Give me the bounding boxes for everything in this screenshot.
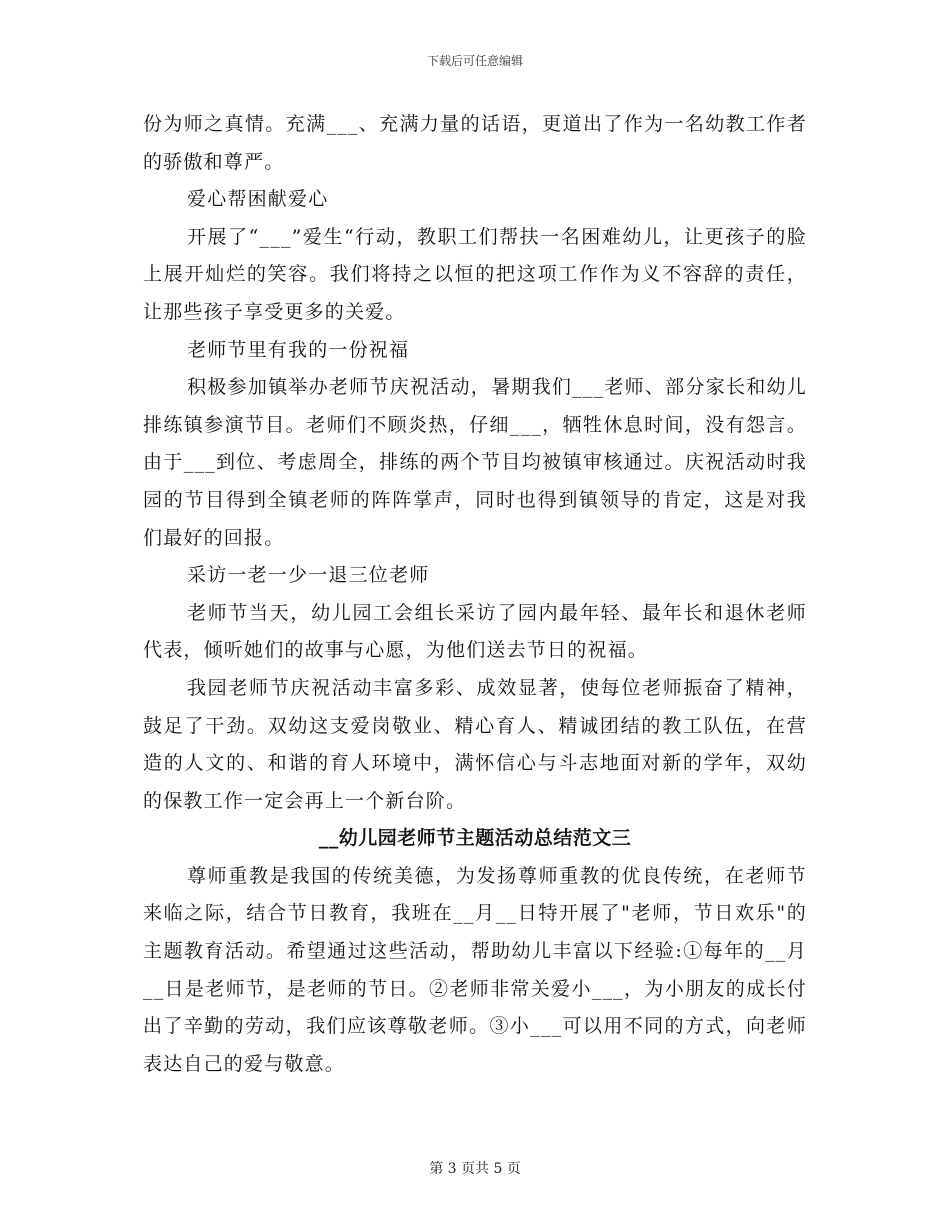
paragraph: 老师节里有我的一份祝福 xyxy=(187,338,410,361)
section-heading: __幼儿园老师节主题活动总结范文三 xyxy=(318,827,632,850)
paragraph: 我园老师节庆祝活动丰富多彩、成效显著，使每位老师振奋了精神，鼓足了干劲。双幼这支爱岗敬业、精心育人、精诚团结的教工队伍，在营造的人文的、和谐的育人环境中，满怀信心与斗志地面对新的学年，双幼的保教工作一定会再上一个新台阶。 xyxy=(143,676,807,812)
paragraph: 采访一老一少一退三位老师 xyxy=(187,564,430,587)
paragraph: 开展了“___”爱生“行动，教职工们帮扶一名困难幼儿，让更孩子的脸上展开灿烂的笑容。我们将持之以恒的把这项工作作为义不容辞的责任，让那些孩子享受更多的关爱。 xyxy=(143,225,807,323)
paragraph: 爱心帮困献爱心 xyxy=(187,188,329,211)
page-header: 下载后可任意编辑 xyxy=(426,54,523,68)
paragraph: 尊师重教是我国的传统美德，为发扬尊师重教的优良传统，在老师节来临之际，结合节日教育，我班在__月__日特开展了"老师，节日欢乐"的主题教育活动。希望通过这些活动，帮助幼儿丰富以下经验:①每年的__月__日是老师节，是老师的节日。②老师非常关爱小___，为小朋友的成长付出了辛勤的劳动，我们应该尊敬老师。③小___可以用不同的方式，向老师表达自己的爱与敬意。 xyxy=(143,864,807,1075)
paragraph: 份为师之真情。充满___、充满力量的话语，更道出了作为一名幼教工作者的骄傲和尊严。 xyxy=(143,113,807,173)
document-body xyxy=(143,106,807,1083)
paragraph: 积极参加镇举办老师节庆祝活动，暑期我们___老师、部分家长和幼儿排练镇参演节目。老师们不顾炎热，仔细___，牺牲休息时间，没有怨言。由于___到位、考虑周全，排练的两个节目均被镇审核通过。庆祝活动时我园的节目得到全镇老师的阵阵掌声，同时也得到镇领导的肯定，这是对我们最好的回报。 xyxy=(143,376,807,549)
paragraph: 老师节当天，幼儿园工会组长采访了园内最年轻、最年长和退休老师代表，倾听她们的故事与心愿，为他们送去节日的祝福。 xyxy=(143,601,807,662)
page-number: 第 3 页共 5 页 xyxy=(429,1161,521,1177)
